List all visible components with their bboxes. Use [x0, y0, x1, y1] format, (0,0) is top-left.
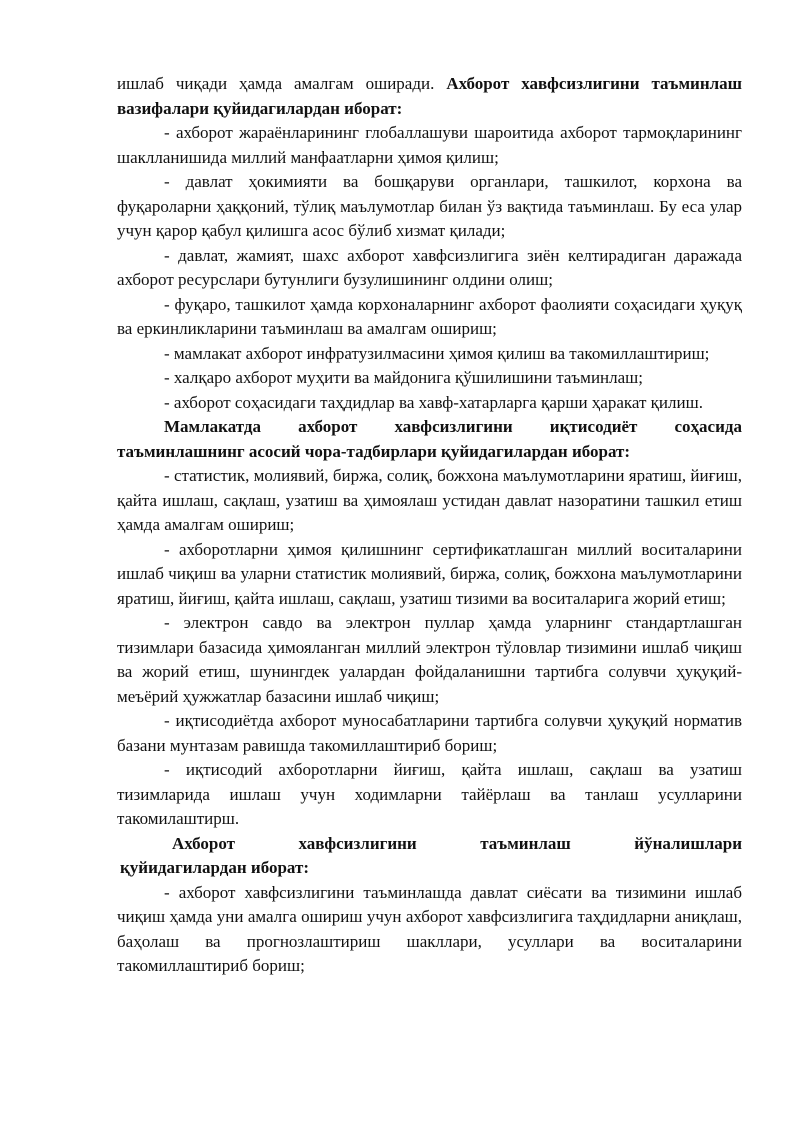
list-item: - статистик, молиявий, биржа, солиқ, божхона маълумотларини яратиш, йиғиш, қайта ишлаш, сақлаш, узатиш ва ҳимоялаш устидан давлат назоратини ташкил етиш ҳамда амалгам ошириш; [117, 466, 742, 534]
list-item: - давлат, жамият, шахс ахборот хавфсизлигига зиён келтирадиган даражада ахборот ресурслари бутунлиги бузулишининг олдини олиш; [117, 245, 742, 289]
list-item: - иқтисодий ахборотларни йиғиш, қайта ишлаш, сақлаш ва узатиш тизимларида ишлаш учун ходимларни тайёрлаш ва танлаш усулларини такомилаштирш. [117, 760, 742, 828]
list-item: - ахборот хавфсизлигини таъминлашда давлат сиёсати ва тизимини ишлаб чиқиш ҳамда уни амалга ошириш учун ахборот хавфсизлигига таҳдидларни аниқлаш, баҳолаш ва прогнозлаштириш шакллари, усуллари ва воситаларини такомиллаштириб бориш; [117, 882, 742, 975]
heading-line-2: қуйидагилардан иборат: [120, 858, 310, 877]
list-item: - ахборот жараёнларининг глобаллашуви шароитида ахборот тармоқларининг шаклланишида миллий манфаатларни ҳимоя қилиш; [117, 123, 742, 167]
list-item: - ахборот соҳасидаги таҳдидлар ва хавф-хатарларга қарши ҳаракат қилиш. [164, 392, 703, 412]
heading-line-1: Ахборот хавфсизлигини таъминлаш йўналишлари [172, 833, 742, 853]
list-item: - халқаро ахборот муҳити ва майдонига қўшилишини таъминлаш; [164, 368, 643, 387]
document-page [117, 72, 742, 979]
list-item: - иқтисодиётда ахборот муносабатларини тартибга солувчи ҳуқуқий норматив базани мунтазам равишда такомиллаштириб бориш; [117, 711, 742, 755]
list-item: - фуқаро, ташкилот ҳамда корхоналарнинг ахборот фаолияти соҳасидаги ҳуқуқ ва еркинликларини таъминлаш ва амалгам ошириш; [117, 294, 742, 338]
list-item: - мамлакат ахборот инфратузилмасини ҳимоя қилиш ва такомиллаштириш; [164, 343, 710, 363]
list-item: - электрон савдо ва электрон пуллар ҳамда уларнинг стандартлашган тизимлари базасида ҳимояланган миллий электрон тўловлар тизимини ишлаб чиқиш ва жорий етиш, шунингдек уалардан фойдаланишни тартибга солувчи ҳуқуқий-меъёрий ҳужжатлар базасини ишлаб чиқиш; [117, 613, 742, 706]
list-item: - давлат ҳокимияти ва бошқаруви органлари, ташкилот, корхона ва фуқароларни ҳаққоний, тўлиқ маълумотлар билан ўз вақтида таъминлаш. Бу еса улар учун қарор қабул қилишга асос бўлиб хизмат қилади; [117, 172, 742, 240]
section-heading-measures: Мамлакатда ахборот хавфсизлигини иқтисодиёт соҳасида таъминлашнинг асосий чора-тадбирлари қуйидагилардан иборат: [117, 417, 742, 461]
section-heading-tasks: Ахборот хавфсизлигини таъминлаш вазифалари қуйидагилардан иборат: [117, 74, 743, 118]
section-heading-directions [112, 832, 742, 881]
list-item: - ахборотларни ҳимоя қилишнинг сертификатлашган миллий воситаларини ишлаб чиқиш ва уларни статистик молиявий, биржа, солиқ, божхона маълумотларини яратиш, йиғиш, қайта ишлаш, сақлаш, узатиш тизими ва воситаларига жорий етиш; [117, 539, 742, 608]
intro-text: ишлаб чиқади ҳамда амалгам оширади. [117, 74, 447, 93]
paragraph-intro [117, 72, 742, 121]
